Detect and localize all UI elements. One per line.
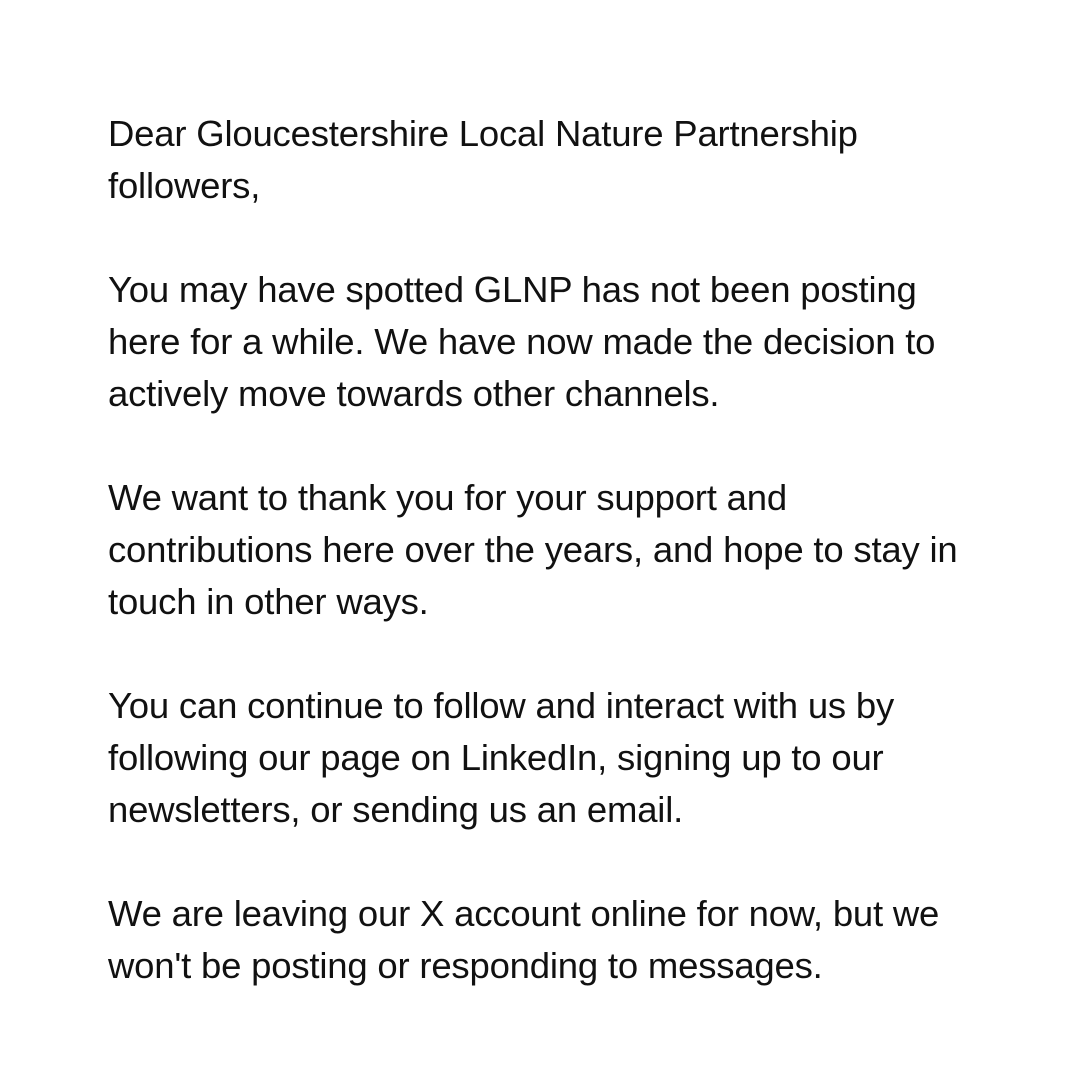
paragraph-line: We are leaving our X account online for now, but we xyxy=(108,893,940,934)
paragraph-line: won't be posting or responding to messages. xyxy=(108,945,823,986)
paragraph-line: actively move towards other channels. xyxy=(108,373,720,414)
paragraph-line: touch in other ways. xyxy=(108,581,429,622)
paragraph-line: here for a while. We have now made the decision to xyxy=(108,321,936,362)
salutation-line: followers, xyxy=(108,165,261,206)
paragraph-follow-us xyxy=(108,680,984,836)
paragraph-line: following our page on LinkedIn, signing up to our xyxy=(108,737,884,778)
paragraph-thanks xyxy=(108,472,984,628)
paragraph-line: We want to thank you for your support and xyxy=(108,477,787,518)
paragraph-line: You can continue to follow and interact with us by xyxy=(108,685,895,726)
paragraph-not-posting xyxy=(108,264,984,420)
paragraph-line: contributions here over the years, and hope to stay in xyxy=(108,529,958,570)
paragraph-x-account xyxy=(108,888,984,992)
salutation xyxy=(108,108,984,212)
paragraph-line: You may have spotted GLNP has not been posting xyxy=(108,269,917,310)
paragraph-line: newsletters, or sending us an email. xyxy=(108,789,684,830)
salutation-line: Dear Gloucestershire Local Nature Partnership xyxy=(108,113,858,154)
